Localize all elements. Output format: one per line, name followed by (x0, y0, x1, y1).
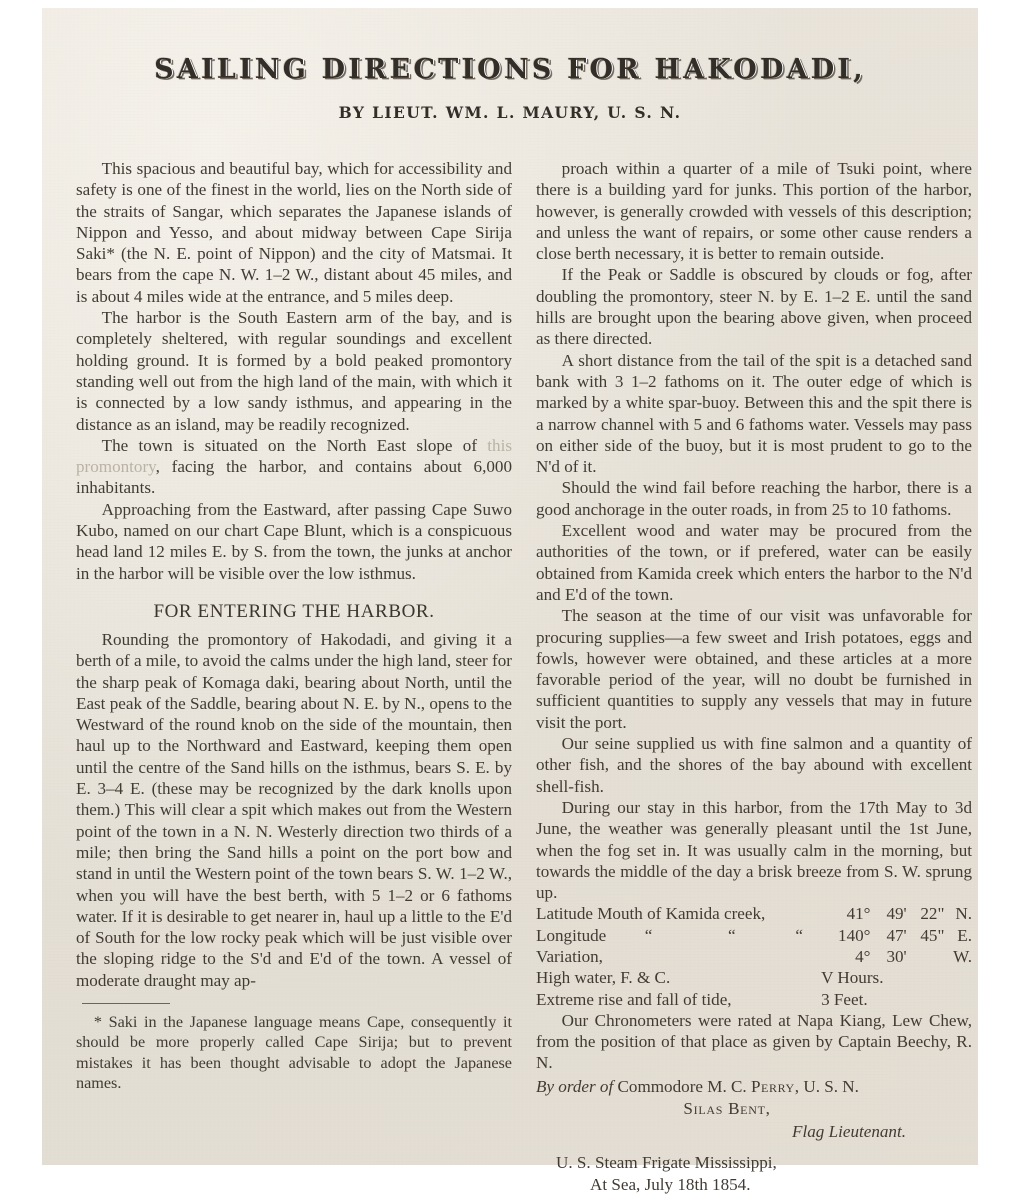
signature-rank: Flag Lieutenant. (792, 1121, 906, 1141)
faded-text: this promontory (76, 435, 512, 477)
paragraph-town-lead: The town is situated on the North East slope of (101, 435, 488, 455)
ship-block (536, 1152, 972, 1196)
paragraph: Should the wind fail before reaching the harbor, there is a good anchorage in the outer roads, in from 25 to 10 fathoms. (536, 478, 972, 519)
section-heading: FOR ENTERING THE HARBOR. (153, 600, 435, 622)
coord-direction: N. (955, 904, 972, 924)
commodore-text: Commodore M. C. (613, 1076, 751, 1096)
coord-degrees: 4° (855, 946, 871, 966)
footnote-divider (82, 1003, 170, 1004)
author-byline: BY LIEUT. WM. L. MAURY, U. S. N. (338, 103, 682, 122)
paragraph-town (76, 435, 512, 499)
document-title: SAILING DIRECTIONS FOR HAKODADI, (154, 54, 866, 85)
coord-seconds: 22" (920, 904, 945, 924)
paragraph: Rounding the promontory of Hakodadi, and giving it a berth of a mile, to avoid the calms under the high land, steer for the sharp peak of Komaga daki, bearing about North, until the East peak of the Saddle, bearing about N. E. by N., opens to the Westward of the round knob on the side of the mountain, then haul up to the Northward and Eastward, keeping them open until the centre of the Sand hills on the isthmus, bears S. E. by E. 3–4 E. (these may be recognized by the dark knolls upon them.) This will clear a spit which makes out from the Western point of the town in a N. N. Westerly direction two thirds of a mile; then bring the Sand hills a point on the port bow and stand in until the Western point of the town bears S. W. 1–2 W., when you will have the best berth, with 5 1–2 or 6 fathoms water. If it is desirable to get nearer in, haul up a little to the E'd of South for the low rocky peak which will be just visible over the sloping ridge to the S'd and E'd of the town. A vessel of moderate draught may ap- (76, 629, 512, 990)
paragraph-town-tail: , facing the harbor, and contains about 6,000 inhabitants. (76, 457, 512, 498)
paragraph: proach within a quarter of a mile of Tsuki point, where there is a building yard for junks. This portion of the harbor, however, is generally crowded with vessels of this description; and unless the want of repairs, or some other cause renders a close berth necessary, it is better to remain outside. (536, 159, 972, 264)
two-column-body (76, 158, 972, 1196)
table-row (536, 967, 972, 988)
paragraph: During our stay in this harbor, from the 17th May to 3d June, the weather was generally pleasant until the 1st June, when the fog set in. It was usually calm in the morning, but towards the middle of the day a brisk breeze from S. W. sprung up. (536, 797, 972, 903)
ditto-mark: “ (728, 925, 736, 945)
usn-suffix: , U. S. N. (794, 1076, 859, 1096)
paragraph: A short distance from the tail of the spit is a detached sand bank with 3 1–2 fathoms on it. The outer edge of which is marked by a white spar-buoy. Between this and the spit there is a narrow channel with 5 and 6 fathoms water. Vessels may pass on either side of the buoy, but it is most prudent to go to the N'd of it. (536, 350, 972, 477)
table-row (536, 925, 972, 946)
table-row (536, 989, 972, 1010)
coord-direction: E. (957, 925, 972, 945)
perry-name: Perry (750, 1076, 795, 1096)
coord-label: High water, F. & C. (536, 968, 671, 988)
left-column (76, 158, 512, 1196)
paragraph: This spacious and beautiful bay, which for accessibility and safety is one of the finest in the world, lies on the North side of the straits of Sangar, which separates the Japanese islands of Nippon and Yesso, and about midway between Cape Sirija Saki* (the N. E. point of Nippon) and the city of Matsmai. It bears from the cape N. W. 1–2 W., distant about 45 miles, and is about 4 miles wide at the entrance, and 5 miles deep. (76, 159, 512, 306)
coord-label (536, 925, 821, 946)
paragraph-chronometers: Our Chronometers were rated at Napa Kiang, Lew Chew, from the position of that place as given by Captain Beechy, R. N. (536, 1010, 972, 1073)
by-order-text: By order of (536, 1076, 614, 1096)
ditto-mark: “ (795, 925, 803, 945)
ditto-mark: “ (644, 925, 653, 945)
document-page (42, 8, 978, 1194)
coordinates-table (536, 903, 972, 1009)
paragraph: If the Peak or Saddle is obscured by clouds or fog, after doubling the promontory, steer N. by E. 1–2 E. until the sand hills are brought upon the bearing above given, when proceed as there directed. (536, 265, 972, 349)
coord-label: Extreme rise and fall of tide, (536, 989, 732, 1009)
footnote-text: * Saki in the Japanese language means Cape, consequently it should be more properly called Cape Sirija; but to prevent mistakes it has been thought advisable to adopt the Japanese names. (76, 1012, 512, 1093)
ship-name: U. S. Steam Frigate Mississippi, (556, 1152, 777, 1172)
coord-minutes: 47' (886, 925, 907, 945)
paragraph: Approaching from the Eastward, after passing Cape Suwo Kubo, named on our chart Cape Blunt, which is a conspicuous head land 12 miles E. by S. from the town, the junks at anchor in the harbor will be visible over the low isthmus. (76, 499, 512, 583)
order-line (536, 1076, 972, 1098)
masthead (42, 8, 978, 122)
ship-location-date: At Sea, July 18th 1854. (590, 1174, 751, 1194)
coord-degrees: 140° (838, 925, 871, 945)
paragraph: Our seine supplied us with fine salmon and a quantity of other fish, and the shores of the bay abound with excellent shell-fish. (536, 734, 972, 796)
paragraph: The season at the time of our visit was unfavorable for procuring supplies—a few sweet and Irish potatoes, eggs and fowls, however were obtained, and these articles at a more favorable period of the year, will no doubt be furnished in sufficient quantities to supply any vessels that may in future visit the port. (536, 606, 972, 732)
coord-value: V Hours. (821, 968, 884, 988)
paragraph: The harbor is the South Eastern arm of the bay, and is completely sheltered, with regular soundings and excellent holding ground. It is formed by a bold peaked promontory standing well out from the high land of the main, with which it is connected by a low sandy isthmus, and appearing in the distance as an island, may be readily recognized. (76, 308, 512, 434)
footnote-block (76, 1003, 512, 1094)
coord-minutes: 30' (886, 946, 907, 966)
signature-name: Silas Bent, (683, 1098, 771, 1118)
coord-label: Variation, (536, 946, 603, 966)
coord-label: Latitude Mouth of Kamida creek, (536, 904, 766, 924)
paragraph: Excellent wood and water may be procured from the authorities of the town, or if prefered, water can be easily obtained from Kamida creek which enters the harbor to the N'd and E'd of the town. (536, 521, 972, 604)
coord-seconds: 45" (920, 925, 945, 945)
coord-label-text: Longitude (536, 925, 607, 945)
coord-degrees: 41° (846, 904, 871, 924)
right-column (536, 158, 972, 1196)
table-row (536, 946, 972, 967)
coord-seconds (907, 946, 945, 967)
table-row (536, 903, 972, 924)
coord-value: 3 Feet. (821, 989, 868, 1009)
coord-minutes: 49' (886, 904, 907, 924)
coord-direction: W. (953, 946, 972, 966)
